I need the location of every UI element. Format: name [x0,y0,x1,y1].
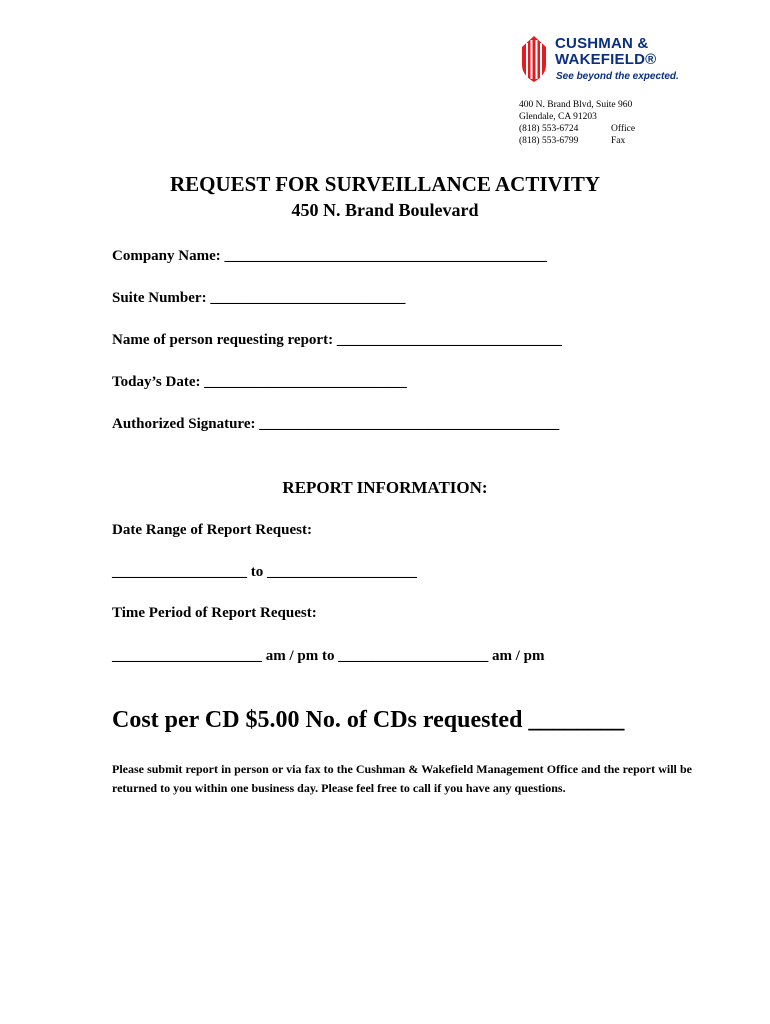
requester-name-field[interactable]: Name of person requesting report: ______________________________ [112,332,562,348]
office-label: Office [611,124,636,134]
company-name-field[interactable]: Company Name: ___________________________________________ [112,248,547,264]
logo-tagline: See beyond the expected. [556,71,679,82]
address-line2: Glendale, CA 91203 [519,112,597,122]
time-period-field[interactable]: ____________________ am / pm to ____________________ am / pm [112,648,545,664]
time-period-label: Time Period of Report Request: [112,605,317,621]
report-information-heading: REPORT INFORMATION: [282,478,488,497]
page-subtitle: 450 N. Brand Boulevard [291,200,479,220]
company-logo [519,33,679,87]
address-line1: 400 N. Brand Blvd, Suite 960 [519,100,633,110]
office-phone-row [519,123,635,135]
fax-phone-row [519,135,635,147]
cushman-wakefield-logo-icon [519,35,549,83]
page-title: REQUEST FOR SURVEILLANCE ACTIVITY [169,172,601,196]
office-address-block [519,99,635,147]
authorized-signature-field[interactable]: Authorized Signature: ________________________________________ [112,416,560,432]
fax-label: Fax [611,136,626,146]
suite-number-field[interactable]: Suite Number: __________________________ [112,290,406,306]
logo-text-line1: CUSHMAN & [555,35,649,52]
todays-date-field[interactable]: Today’s Date: ___________________________ [112,374,407,390]
fax-phone: (818) 553-6799 [519,136,579,146]
submission-note: Please submit report in person or via fax to the Cushman & Wakefield Management Office and the report will be returned to you within one business day. Please feel free to call if you have any questions. [112,762,692,795]
date-range-label: Date Range of Report Request: [112,522,312,538]
logo-text-line2: WAKEFIELD® [555,51,657,68]
cost-per-cd-line[interactable]: Cost per CD $5.00 No. of CDs requested ________ [112,707,625,733]
office-phone: (818) 553-6724 [519,124,579,134]
date-range-field[interactable]: __________________ to ____________________ [112,564,417,580]
